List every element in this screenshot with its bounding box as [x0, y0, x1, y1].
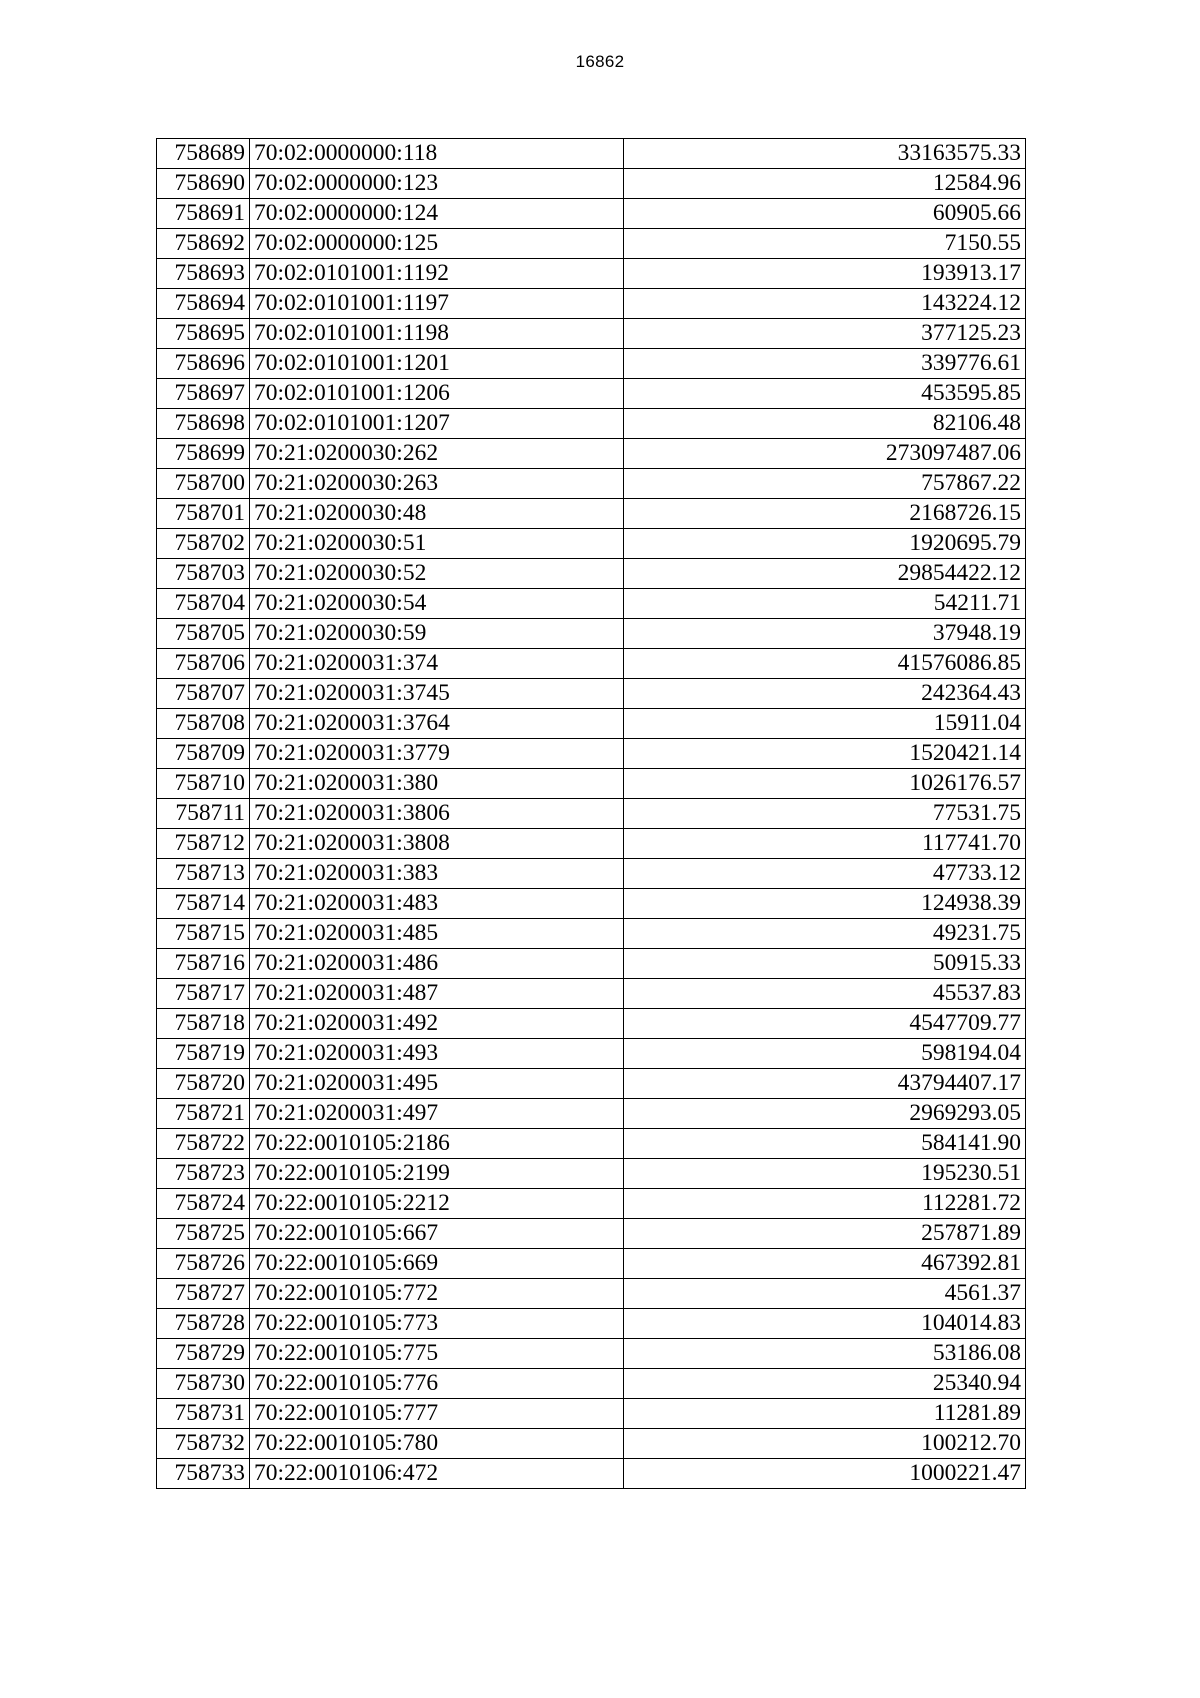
cadastral-value-cell: 100212.70 — [624, 1429, 1026, 1459]
row-number-cell: 758713 — [157, 859, 250, 889]
table-row — [157, 1399, 1026, 1429]
table-body — [157, 139, 1026, 1489]
row-number-cell: 758697 — [157, 379, 250, 409]
cadastral-number-cell: 70:22:0010105:669 — [250, 1249, 624, 1279]
table-row — [157, 829, 1026, 859]
cadastral-number-cell: 70:02:0101001:1207 — [250, 409, 624, 439]
table-row — [157, 1189, 1026, 1219]
cadastral-value-cell: 4547709.77 — [624, 1009, 1026, 1039]
row-number-cell: 758722 — [157, 1129, 250, 1159]
cadastral-value-cell: 242364.43 — [624, 679, 1026, 709]
table-row — [157, 1249, 1026, 1279]
row-number-cell: 758699 — [157, 439, 250, 469]
row-number-cell: 758700 — [157, 469, 250, 499]
cadastral-number-cell: 70:22:0010105:776 — [250, 1369, 624, 1399]
cadastral-number-cell: 70:21:0200030:59 — [250, 619, 624, 649]
table-row — [157, 439, 1026, 469]
table-row — [157, 1339, 1026, 1369]
cadastral-value-cell: 124938.39 — [624, 889, 1026, 919]
row-number-cell: 758696 — [157, 349, 250, 379]
cadastral-number-cell: 70:21:0200031:487 — [250, 979, 624, 1009]
table-row — [157, 319, 1026, 349]
cadastral-value-cell: 257871.89 — [624, 1219, 1026, 1249]
row-number-cell: 758720 — [157, 1069, 250, 1099]
cadastral-value-table — [156, 138, 1026, 1489]
row-number-cell: 758692 — [157, 229, 250, 259]
cadastral-value-cell: 143224.12 — [624, 289, 1026, 319]
row-number-cell: 758698 — [157, 409, 250, 439]
cadastral-number-cell: 70:02:0101001:1206 — [250, 379, 624, 409]
cadastral-value-cell: 112281.72 — [624, 1189, 1026, 1219]
row-number-cell: 758706 — [157, 649, 250, 679]
row-number-cell: 758694 — [157, 289, 250, 319]
cadastral-number-cell: 70:21:0200031:383 — [250, 859, 624, 889]
table-row — [157, 499, 1026, 529]
row-number-cell: 758728 — [157, 1309, 250, 1339]
cadastral-value-cell: 60905.66 — [624, 199, 1026, 229]
cadastral-value-cell: 77531.75 — [624, 799, 1026, 829]
page-number: 16862 — [575, 52, 625, 71]
table-row — [157, 589, 1026, 619]
row-number-cell: 758719 — [157, 1039, 250, 1069]
cadastral-value-cell: 757867.22 — [624, 469, 1026, 499]
cadastral-number-cell: 70:21:0200031:3745 — [250, 679, 624, 709]
cadastral-value-cell: 117741.70 — [624, 829, 1026, 859]
cadastral-number-cell: 70:21:0200031:374 — [250, 649, 624, 679]
table-row — [157, 979, 1026, 1009]
cadastral-value-cell: 11281.89 — [624, 1399, 1026, 1429]
cadastral-number-cell: 70:21:0200031:495 — [250, 1069, 624, 1099]
row-number-cell: 758689 — [157, 139, 250, 169]
cadastral-number-cell: 70:21:0200030:52 — [250, 559, 624, 589]
table-row — [157, 289, 1026, 319]
cadastral-number-cell: 70:22:0010105:2186 — [250, 1129, 624, 1159]
row-number-cell: 758727 — [157, 1279, 250, 1309]
cadastral-value-cell: 1026176.57 — [624, 769, 1026, 799]
cadastral-number-cell: 70:21:0200031:493 — [250, 1039, 624, 1069]
table-row — [157, 1279, 1026, 1309]
cadastral-number-cell: 70:22:0010105:2212 — [250, 1189, 624, 1219]
cadastral-value-cell: 1000221.47 — [624, 1459, 1026, 1489]
cadastral-number-cell: 70:21:0200031:486 — [250, 949, 624, 979]
cadastral-value-cell: 29854422.12 — [624, 559, 1026, 589]
table-row — [157, 379, 1026, 409]
cadastral-value-cell: 45537.83 — [624, 979, 1026, 1009]
cadastral-value-cell: 339776.61 — [624, 349, 1026, 379]
cadastral-number-cell: 70:02:0101001:1198 — [250, 319, 624, 349]
cadastral-value-cell: 41576086.85 — [624, 649, 1026, 679]
row-number-cell: 758703 — [157, 559, 250, 589]
row-number-cell: 758712 — [157, 829, 250, 859]
cadastral-value-cell: 43794407.17 — [624, 1069, 1026, 1099]
cadastral-value-cell: 49231.75 — [624, 919, 1026, 949]
cadastral-number-cell: 70:02:0000000:118 — [250, 139, 624, 169]
cadastral-value-cell: 584141.90 — [624, 1129, 1026, 1159]
row-number-cell: 758704 — [157, 589, 250, 619]
table-row — [157, 1129, 1026, 1159]
row-number-cell: 758730 — [157, 1369, 250, 1399]
cadastral-value-cell: 33163575.33 — [624, 139, 1026, 169]
table-row — [157, 859, 1026, 889]
row-number-cell: 758707 — [157, 679, 250, 709]
table-row — [157, 1429, 1026, 1459]
table-row — [157, 229, 1026, 259]
table-row — [157, 949, 1026, 979]
row-number-cell: 758690 — [157, 169, 250, 199]
cadastral-value-cell: 15911.04 — [624, 709, 1026, 739]
cadastral-number-cell: 70:21:0200031:3764 — [250, 709, 624, 739]
row-number-cell: 758691 — [157, 199, 250, 229]
cadastral-value-cell: 1520421.14 — [624, 739, 1026, 769]
table-row — [157, 619, 1026, 649]
row-number-cell: 758733 — [157, 1459, 250, 1489]
table-row — [157, 649, 1026, 679]
cadastral-number-cell: 70:02:0101001:1201 — [250, 349, 624, 379]
row-number-cell: 758718 — [157, 1009, 250, 1039]
table-row — [157, 139, 1026, 169]
table-row — [157, 799, 1026, 829]
cadastral-number-cell: 70:22:0010105:780 — [250, 1429, 624, 1459]
cadastral-number-cell: 70:02:0101001:1192 — [250, 259, 624, 289]
cadastral-number-cell: 70:22:0010106:472 — [250, 1459, 624, 1489]
row-number-cell: 758732 — [157, 1429, 250, 1459]
table-row — [157, 1459, 1026, 1489]
table-row — [157, 1309, 1026, 1339]
cadastral-value-cell: 453595.85 — [624, 379, 1026, 409]
row-number-cell: 758721 — [157, 1099, 250, 1129]
cadastral-number-cell: 70:21:0200030:262 — [250, 439, 624, 469]
row-number-cell: 758726 — [157, 1249, 250, 1279]
cadastral-value-cell: 193913.17 — [624, 259, 1026, 289]
table-row — [157, 919, 1026, 949]
row-number-cell: 758723 — [157, 1159, 250, 1189]
table-row — [157, 349, 1026, 379]
row-number-cell: 758729 — [157, 1339, 250, 1369]
cadastral-number-cell: 70:22:0010105:667 — [250, 1219, 624, 1249]
cadastral-value-cell: 82106.48 — [624, 409, 1026, 439]
cadastral-number-cell: 70:21:0200031:483 — [250, 889, 624, 919]
cadastral-value-cell: 195230.51 — [624, 1159, 1026, 1189]
table-row — [157, 1039, 1026, 1069]
table-row — [157, 889, 1026, 919]
cadastral-number-cell: 70:22:0010105:2199 — [250, 1159, 624, 1189]
cadastral-number-cell: 70:02:0101001:1197 — [250, 289, 624, 319]
table-row — [157, 199, 1026, 229]
table-row — [157, 409, 1026, 439]
cadastral-number-cell: 70:22:0010105:775 — [250, 1339, 624, 1369]
cadastral-value-cell: 377125.23 — [624, 319, 1026, 349]
table-row — [157, 559, 1026, 589]
cadastral-value-cell: 2168726.15 — [624, 499, 1026, 529]
table-row — [157, 709, 1026, 739]
row-number-cell: 758714 — [157, 889, 250, 919]
row-number-cell: 758711 — [157, 799, 250, 829]
cadastral-value-cell: 53186.08 — [624, 1339, 1026, 1369]
cadastral-value-cell: 2969293.05 — [624, 1099, 1026, 1129]
table-row — [157, 1099, 1026, 1129]
row-number-cell: 758725 — [157, 1219, 250, 1249]
cadastral-number-cell: 70:02:0000000:124 — [250, 199, 624, 229]
table-row — [157, 169, 1026, 199]
table-row — [157, 1009, 1026, 1039]
cadastral-number-cell: 70:21:0200031:492 — [250, 1009, 624, 1039]
table-row — [157, 679, 1026, 709]
cadastral-number-cell: 70:22:0010105:773 — [250, 1309, 624, 1339]
row-number-cell: 758693 — [157, 259, 250, 289]
row-number-cell: 758731 — [157, 1399, 250, 1429]
cadastral-value-cell: 54211.71 — [624, 589, 1026, 619]
row-number-cell: 758705 — [157, 619, 250, 649]
cadastral-number-cell: 70:21:0200031:497 — [250, 1099, 624, 1129]
table-row — [157, 529, 1026, 559]
table-row — [157, 259, 1026, 289]
cadastral-number-cell: 70:21:0200030:54 — [250, 589, 624, 619]
cadastral-number-cell: 70:02:0000000:123 — [250, 169, 624, 199]
table-row — [157, 769, 1026, 799]
cadastral-value-cell: 104014.83 — [624, 1309, 1026, 1339]
cadastral-value-cell: 37948.19 — [624, 619, 1026, 649]
table-row — [157, 1219, 1026, 1249]
table-row — [157, 739, 1026, 769]
cadastral-number-cell: 70:21:0200030:48 — [250, 499, 624, 529]
row-number-cell: 758715 — [157, 919, 250, 949]
row-number-cell: 758702 — [157, 529, 250, 559]
row-number-cell: 758710 — [157, 769, 250, 799]
cadastral-value-cell: 598194.04 — [624, 1039, 1026, 1069]
row-number-cell: 758708 — [157, 709, 250, 739]
cadastral-value-cell: 4561.37 — [624, 1279, 1026, 1309]
cadastral-value-cell: 273097487.06 — [624, 439, 1026, 469]
cadastral-value-cell: 47733.12 — [624, 859, 1026, 889]
cadastral-number-cell: 70:21:0200031:380 — [250, 769, 624, 799]
cadastral-value-cell: 12584.96 — [624, 169, 1026, 199]
cadastral-number-cell: 70:21:0200031:3808 — [250, 829, 624, 859]
cadastral-number-cell: 70:21:0200031:3806 — [250, 799, 624, 829]
cadastral-number-cell: 70:21:0200030:51 — [250, 529, 624, 559]
cadastral-number-cell: 70:22:0010105:777 — [250, 1399, 624, 1429]
cadastral-value-cell: 50915.33 — [624, 949, 1026, 979]
row-number-cell: 758724 — [157, 1189, 250, 1219]
row-number-cell: 758716 — [157, 949, 250, 979]
cadastral-number-cell: 70:21:0200031:485 — [250, 919, 624, 949]
cadastral-number-cell: 70:22:0010105:772 — [250, 1279, 624, 1309]
cadastral-value-cell: 7150.55 — [624, 229, 1026, 259]
row-number-cell: 758695 — [157, 319, 250, 349]
row-number-cell: 758701 — [157, 499, 250, 529]
cadastral-value-cell: 467392.81 — [624, 1249, 1026, 1279]
table-row — [157, 1069, 1026, 1099]
cadastral-number-cell: 70:21:0200031:3779 — [250, 739, 624, 769]
cadastral-value-cell: 1920695.79 — [624, 529, 1026, 559]
row-number-cell: 758709 — [157, 739, 250, 769]
cadastral-value-cell: 25340.94 — [624, 1369, 1026, 1399]
cadastral-number-cell: 70:02:0000000:125 — [250, 229, 624, 259]
table-row — [157, 1159, 1026, 1189]
row-number-cell: 758717 — [157, 979, 250, 1009]
table-row — [157, 469, 1026, 499]
cadastral-number-cell: 70:21:0200030:263 — [250, 469, 624, 499]
table-row — [157, 1369, 1026, 1399]
